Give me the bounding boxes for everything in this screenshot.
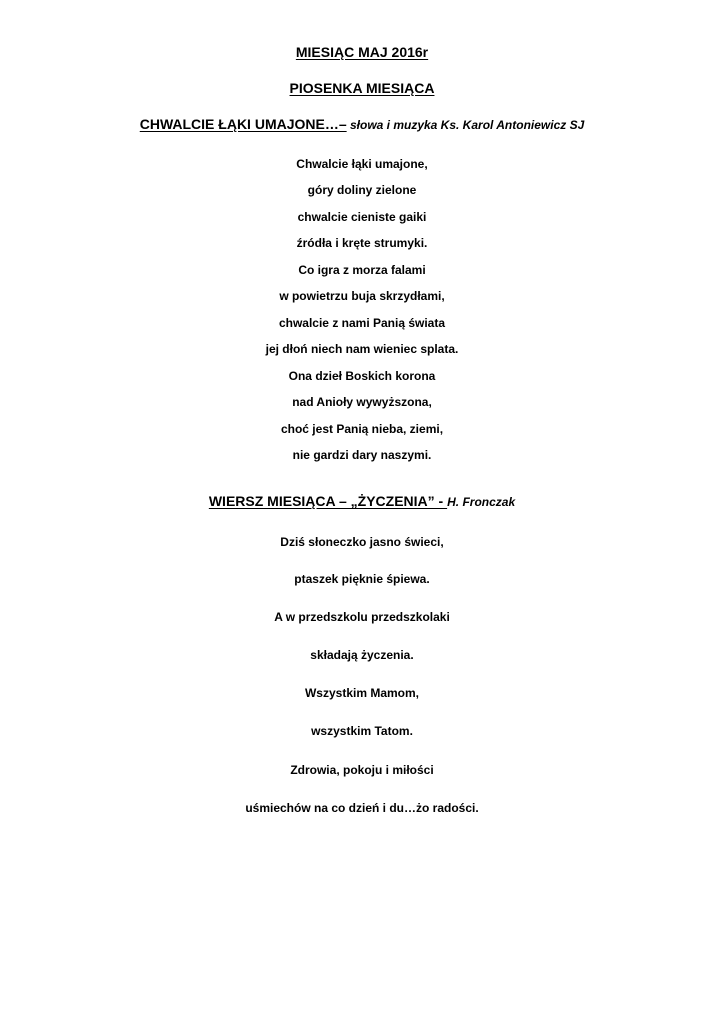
song-line: źródła i kręte strumyki.	[296, 236, 428, 250]
poem-line: ptaszek pięknie śpiewa.	[294, 572, 430, 586]
song-line: nie gardzi dary naszymi.	[292, 448, 432, 462]
song-line: nad Anioły wywyższona,	[292, 395, 432, 409]
song-line: chwalcie z nami Panią świata	[278, 316, 446, 330]
song-line: Chwalcie łąki umajone,	[296, 157, 428, 171]
poem-heading-line	[0, 493, 724, 509]
poem-line: Zdrowia, pokoju i miłości	[290, 763, 434, 777]
song-line: w powietrzu buja skrzydłami,	[279, 289, 445, 303]
poem-line: uśmiechów na co dzień i du…żo radości.	[245, 801, 479, 815]
song-line: góry doliny zielone	[307, 183, 417, 197]
page-title: MIESIĄC MAJ 2016r	[295, 44, 429, 60]
song-line: Ona dzieł Boskich korona	[288, 369, 436, 383]
poem-author: H. Fronczak	[447, 495, 516, 509]
poem-section-heading: WIERSZ MIESIĄCA – „ŻYCZENIA” -	[208, 493, 448, 509]
song-line: jej dłoń niech nam wieniec splata.	[265, 342, 459, 356]
song-line: chwalcie cieniste gaiki	[297, 210, 427, 224]
poem-line: Wszystkim Mamom,	[304, 686, 420, 700]
poem-line: składają życzenia.	[310, 648, 414, 662]
song-title-line	[0, 116, 724, 132]
poem-line: Dziś słoneczko jasno świeci,	[280, 535, 444, 549]
song-author: słowa i muzyka Ks. Karol Antoniewicz SJ	[346, 118, 585, 132]
song-title: CHWALCIE ŁĄKI UMAJONE…–	[139, 116, 347, 132]
song-line: choć jest Panią nieba, ziemi,	[280, 422, 444, 436]
song-section-heading: PIOSENKA MIESIĄCA	[289, 80, 435, 96]
song-line: Co igra z morza falami	[298, 263, 426, 277]
poem-line: wszystkim Tatom.	[311, 724, 413, 738]
poem-line: A w przedszkolu przedszkolaki	[274, 610, 450, 624]
